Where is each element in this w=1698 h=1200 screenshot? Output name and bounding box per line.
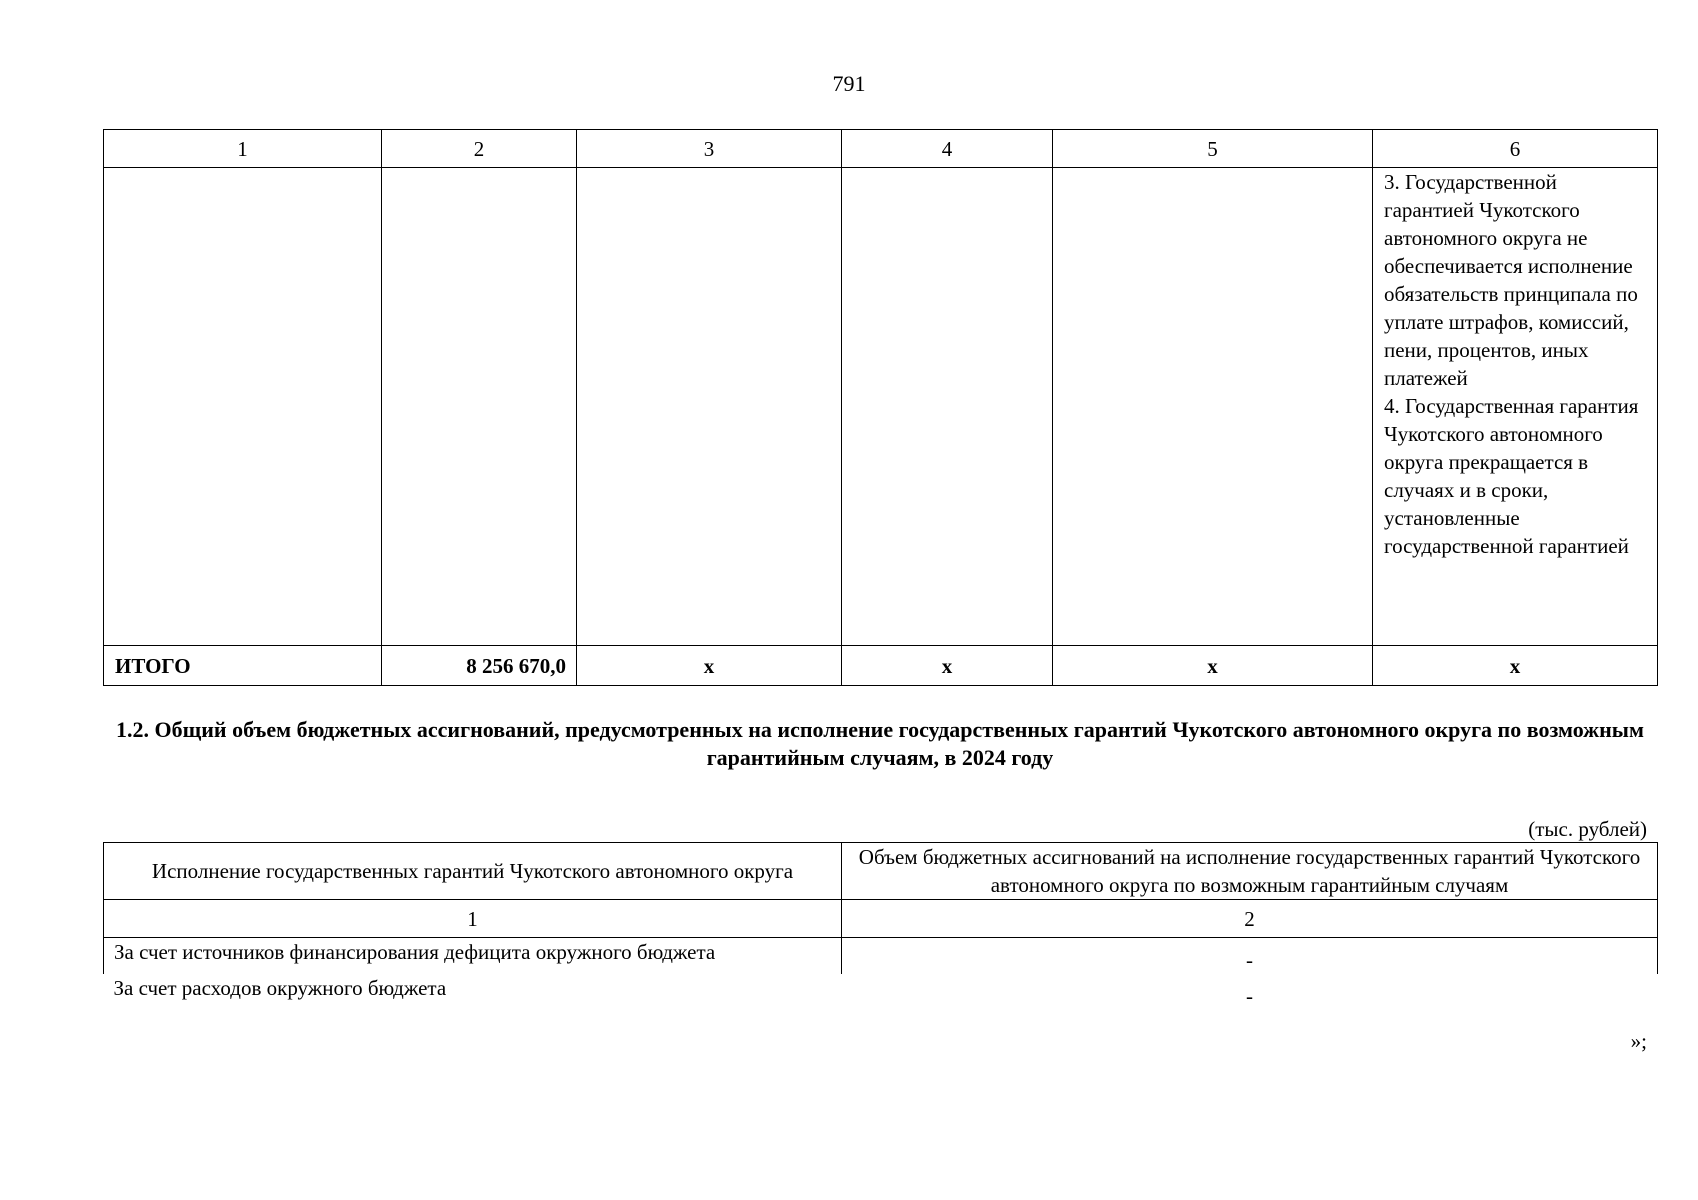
conditions-cell xyxy=(1373,168,1658,646)
condition-paragraph: 3. Государственной гарантией Чукотского автономного округа не обеспечивается исполнение обязательств принципала по уплате штрафов, комиссий, пени, процентов, иных платежей xyxy=(1384,170,1638,390)
column-number: 1 xyxy=(104,130,382,168)
row-value: - xyxy=(1246,984,1253,1008)
row-label: За счет расходов окружного бюджета xyxy=(113,976,447,1000)
page-number: 791 xyxy=(832,71,866,96)
row-value: - xyxy=(842,938,1658,975)
total-cell: х xyxy=(1373,646,1658,686)
empty-cell xyxy=(382,168,577,646)
column-number: 2 xyxy=(842,900,1658,938)
total-label: ИТОГО xyxy=(104,646,382,686)
table2-header: Объем бюджетных ассигнований на исполнение государственных гарантий Чукотского автономного округа по возможным гарантийным случаям xyxy=(842,843,1658,900)
column-number: 3 xyxy=(577,130,842,168)
column-number: 2 xyxy=(382,130,577,168)
column-number: 4 xyxy=(842,130,1053,168)
continuation-row xyxy=(104,168,1658,646)
budget-allocations-table xyxy=(103,842,1658,1010)
total-cell: х xyxy=(577,646,842,686)
empty-cell xyxy=(842,168,1053,646)
empty-cell xyxy=(577,168,842,646)
table2-column-number-row xyxy=(104,900,1658,938)
condition-paragraph: 4. Государственная гарантия Чукотского автономного округа прекращается в случаях и в сроки, установленные государственной гарантией xyxy=(1384,394,1639,558)
total-cell: х xyxy=(1053,646,1373,686)
total-amount: 8 256 670,0 xyxy=(382,646,577,686)
table-row xyxy=(104,974,1658,1010)
units-label: (тыс. рублей) xyxy=(1528,817,1647,841)
closing-quote: »; xyxy=(1630,1029,1647,1053)
column-number: 5 xyxy=(1053,130,1373,168)
table2-header: Исполнение государственных гарантий Чукотского автономного округа xyxy=(104,843,842,900)
section-title: 1.2. Общий объем бюджетных ассигнований, предусмотренных на исполнение государственных гарантий Чукотского автономного округа по возможным гарантийным случаям, в 2024 году xyxy=(116,717,1644,770)
total-row xyxy=(104,646,1658,686)
total-cell: х xyxy=(842,646,1053,686)
column-number-row xyxy=(104,130,1658,168)
table2-header-row xyxy=(104,843,1658,900)
row-label: За счет источников финансирования дефицита окружного бюджета xyxy=(104,938,842,975)
empty-cell xyxy=(104,168,382,646)
column-number: 6 xyxy=(1373,130,1658,168)
guarantees-table xyxy=(103,129,1658,686)
column-number: 1 xyxy=(104,900,842,938)
empty-cell xyxy=(1053,168,1373,646)
table-row xyxy=(104,938,1658,975)
